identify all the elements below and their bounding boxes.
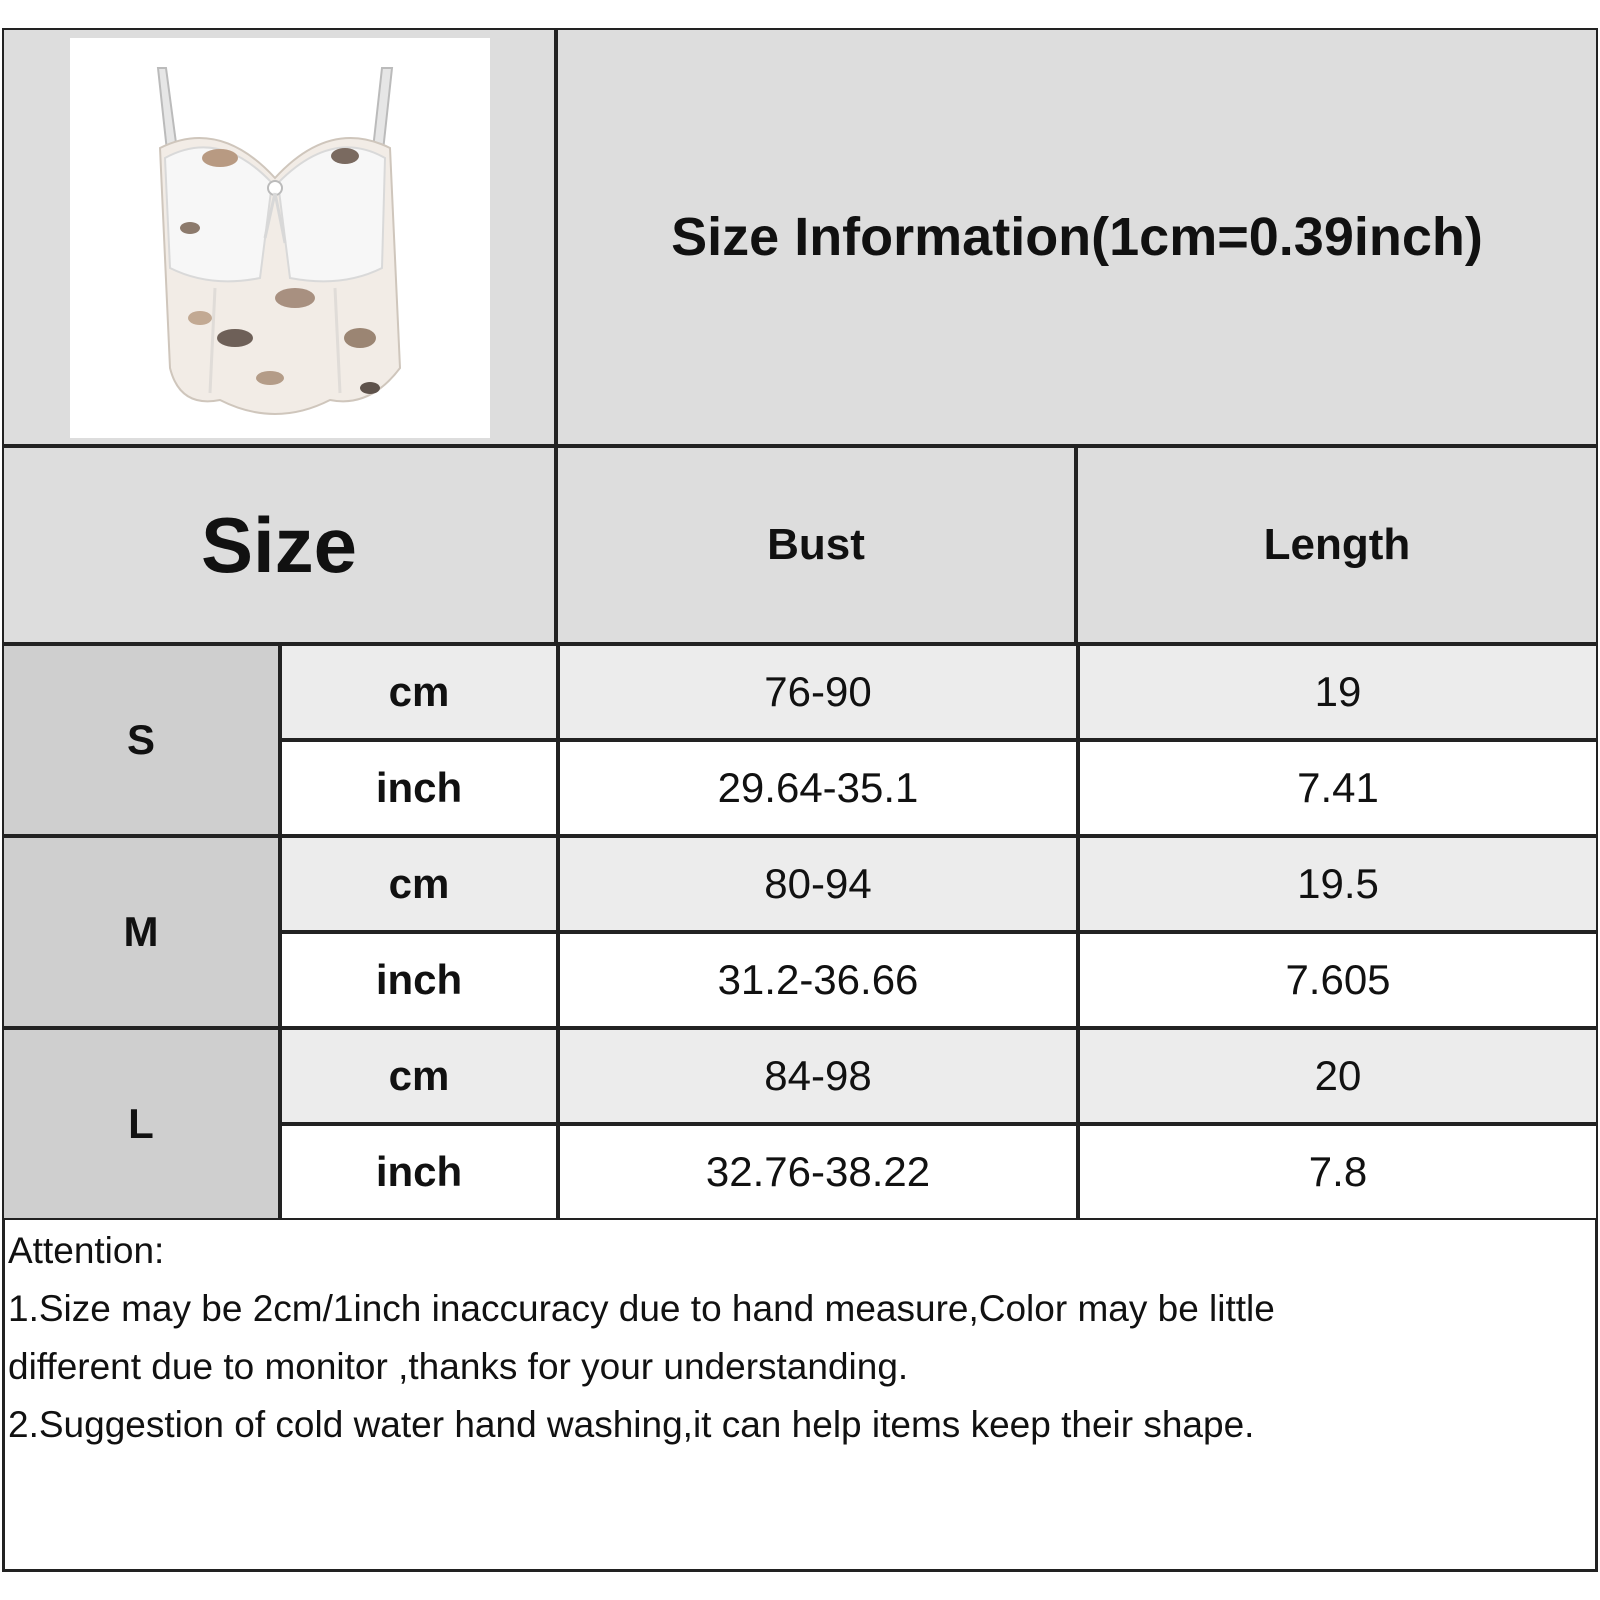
size-label: M xyxy=(123,908,159,955)
unit-label: cm xyxy=(388,668,450,715)
product-image xyxy=(70,38,490,438)
unit-label: inch xyxy=(375,956,463,1003)
size-label: S xyxy=(126,716,155,763)
bust-value-cell xyxy=(558,644,1078,740)
size-info-title-cell xyxy=(556,28,1598,446)
length-value-cell xyxy=(1078,1124,1598,1220)
bust-value-cell xyxy=(558,932,1078,1028)
size-info-title: Size Information(1cm=0.39inch) xyxy=(671,207,1483,267)
bust-value: 29.64-35.1 xyxy=(717,764,919,811)
bust-value: 31.2-36.66 xyxy=(717,956,919,1003)
bust-value: 32.76-38.22 xyxy=(705,1148,931,1195)
length-value: 20 xyxy=(1314,1052,1362,1099)
length-value: 19.5 xyxy=(1297,860,1379,907)
size-header: Size xyxy=(200,500,358,589)
bust-value: 84-98 xyxy=(764,1052,872,1099)
length-value-cell xyxy=(1078,740,1598,836)
length-value: 7.41 xyxy=(1297,764,1379,811)
length-value: 19 xyxy=(1314,668,1362,715)
unit-label: inch xyxy=(375,1148,463,1195)
attention-notes xyxy=(8,1222,1588,1454)
length-value-cell xyxy=(1078,644,1598,740)
attention-line: different due to monitor ,thanks for your understanding. xyxy=(8,1346,909,1387)
length-value: 7.605 xyxy=(1285,956,1391,1003)
unit-cell xyxy=(280,1028,558,1124)
length-value-cell xyxy=(1078,1028,1598,1124)
bust-value: 80-94 xyxy=(764,860,872,907)
size-label-cell-s xyxy=(2,644,280,836)
unit-cell xyxy=(280,932,558,1028)
bust-value: 76-90 xyxy=(764,668,872,715)
size-label-cell-m xyxy=(2,836,280,1028)
bust-value-cell xyxy=(558,836,1078,932)
bust-value-cell xyxy=(558,1124,1078,1220)
size-label-cell-l xyxy=(2,1028,280,1220)
bust-header-cell xyxy=(556,446,1076,644)
length-header: Length xyxy=(1263,520,1411,569)
length-header-cell xyxy=(1076,446,1598,644)
attention-heading: Attention: xyxy=(8,1230,165,1271)
size-header-cell xyxy=(2,446,556,644)
attention-line: 1.Size may be 2cm/1inch inaccuracy due to hand measure,Color may be little xyxy=(8,1288,1275,1329)
unit-cell xyxy=(280,836,558,932)
unit-label: inch xyxy=(375,764,463,811)
unit-cell xyxy=(280,740,558,836)
unit-cell xyxy=(280,1124,558,1220)
bust-value-cell xyxy=(558,740,1078,836)
length-value-cell xyxy=(1078,836,1598,932)
length-value-cell xyxy=(1078,932,1598,1028)
attention-line: 2.Suggestion of cold water hand washing,it can help items keep their shape. xyxy=(8,1404,1255,1445)
unit-label: cm xyxy=(388,1052,450,1099)
length-value: 7.8 xyxy=(1308,1148,1368,1195)
bust-value-cell xyxy=(558,1028,1078,1124)
size-label: L xyxy=(128,1100,154,1147)
unit-cell xyxy=(280,644,558,740)
bust-header: Bust xyxy=(767,520,865,569)
unit-label: cm xyxy=(388,860,450,907)
